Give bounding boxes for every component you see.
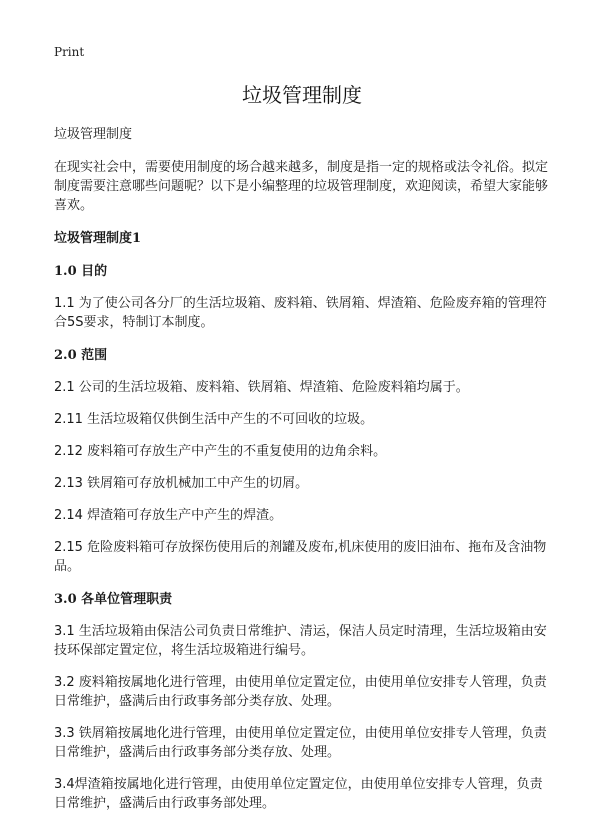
heading-responsibilities: 3.0 各单位管理职责 (54, 592, 173, 607)
paragraph-2-1: 2.1 公司的生活垃圾箱、废料箱、铁屑箱、焊渣箱、危险废料箱均属于。 (54, 380, 469, 395)
paragraph-3-4: 3.4焊渣箱按属地化进行管理，由使用单位定置定位，由使用单位安排专人管理，负责日常维护，盛满后由行政事务部处理。 (54, 777, 543, 811)
document-subtitle: 垃圾管理制度 (54, 127, 133, 142)
paragraph-3-2: 3.2 废料箱按属地化进行管理，由使用单位定置定位，由使用单位安排专人管理，负责日常维护，盛满后由行政事务部分类存放、处理。 (54, 675, 547, 709)
paragraph-2-14: 2.14 焊渣箱可存放生产中产生的焊渣。 (54, 508, 283, 523)
paragraph-2-15: 2.15 危险废料箱可存放探伤使用后的剂罐及废布,机床使用的废旧油布、拖布及含油物品。 (54, 540, 547, 574)
paragraph-2-12: 2.12 废料箱可存放生产中产生的不重复使用的边角余料。 (54, 444, 387, 459)
paragraph-3-3: 3.3 铁屑箱按属地化进行管理，由使用单位定置定位，由使用单位安排专人管理，负责日常维护，盛满后由行政事务部分类存放、处理。 (54, 726, 547, 760)
paragraph-1-1: 1.1 为了使公司各分厂的生活垃圾箱、废料箱、铁屑箱、焊渣箱、危险废弃箱的管理符合5S要求，特制订本制度。 (54, 296, 547, 330)
section-heading: 垃圾管理制度1 (54, 231, 142, 246)
heading-scope: 2.0 范围 (54, 348, 108, 363)
paragraph-2-11: 2.11 生活垃圾箱仅供倒生活中产生的不可回收的垃圾。 (54, 412, 374, 427)
document-page (54, 44, 550, 813)
paragraph-3-1: 3.1 生活垃圾箱由保洁公司负责日常维护、清运，保洁人员定时清理，生活垃圾箱由安技环保部定置定位，将生活垃圾箱进行编号。 (54, 624, 547, 658)
intro-paragraph: 在现实社会中，需要使用制度的场合越来越多，制度是指一定的规格或法令礼俗。拟定制度需要注意哪些问题呢？以下是小编整理的垃圾管理制度，欢迎阅读，希望大家能够喜欢。 (54, 160, 549, 213)
page-title: 垃圾管理制度 (242, 83, 362, 107)
print-link[interactable]: Print (54, 45, 85, 59)
heading-purpose: 1.0 目的 (54, 264, 108, 279)
paragraph-2-13: 2.13 铁屑箱可存放机械加工中产生的切屑。 (54, 476, 309, 491)
